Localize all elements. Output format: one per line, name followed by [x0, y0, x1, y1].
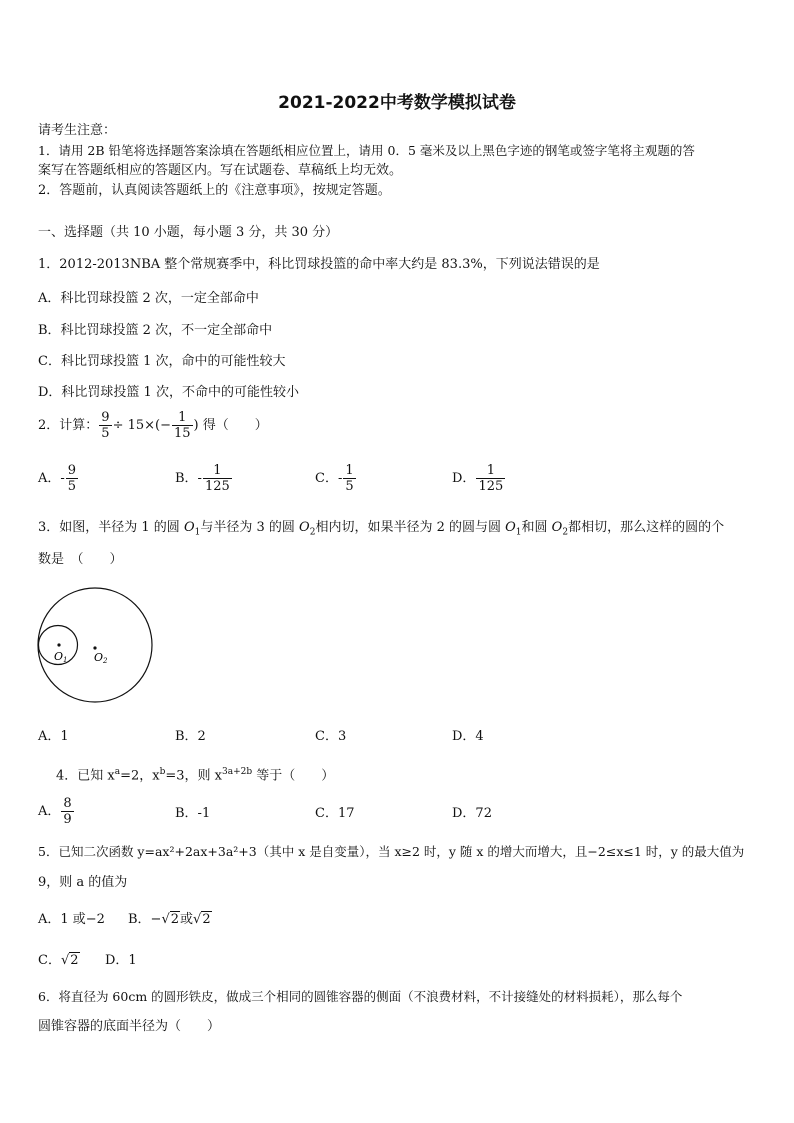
- notice-item-1-line-2: 案写在答题纸相应的答题区内。写在试题卷、草稿纸上均无效。: [38, 163, 403, 178]
- question-4-option-c: C．17: [315, 806, 355, 821]
- question-2-option-b: B．- $\frac{1}{125}$: [175, 463, 230, 494]
- question-2-middle: ÷ 15×(−: [112, 417, 171, 433]
- question-3-option-a: A．1: [38, 729, 69, 744]
- question-4-stem: 4．已知 $x^a=2$，$x^b=3$，则 $x^{3a+2b}$ 等于（ ）: [56, 767, 335, 784]
- question-5-option-b: B．−√2或√2: [128, 912, 211, 927]
- question-6-line-1: 6．将直径为 60cm 的圆形铁皮，做成三个相同的圆锥容器的侧面（不浪费材料，不计接缝处的材料损耗），那么每个: [38, 989, 683, 1004]
- question-2-prefix: 2．计算：: [38, 417, 99, 433]
- question-1-option-b: B．科比罚球投篮 2 次，不一定全部命中: [38, 323, 273, 338]
- question-3-line-2: 数是 （ ）: [38, 552, 123, 567]
- fraction-1-15: $\frac{1}{15}$: [174, 410, 191, 441]
- question-5-line-2: 9，则 a 的值为: [38, 875, 128, 890]
- question-2-option-a: A．- $\frac{9}{5}$: [38, 463, 77, 494]
- notice-item-1-line-1: 1．请用 2B 铅笔将选择题答案涂填在答题纸相应位置上，请用 0．5 毫米及以上黑色字迹的钢笔或签字笔将主观题的答: [38, 143, 695, 158]
- question-1-stem: 1．2012-2013NBA 整个常规赛季中，科比罚球投篮的命中率大约是 83.3%，下列说法错误的是: [38, 257, 600, 272]
- question-1-option-c: C．科比罚球投篮 1 次，命中的可能性较大: [38, 354, 286, 369]
- tangent-circles-figure: [34, 585, 158, 707]
- fraction-9-5: $\frac{9}{5}$: [101, 410, 110, 441]
- circle-o2: [38, 588, 152, 702]
- question-4-option-a: A． $\frac{8}{9}$: [38, 796, 72, 827]
- question-6-line-2: 圆锥容器的底面半径为（ ）: [38, 1019, 221, 1034]
- question-3-option-d: D．4: [452, 729, 484, 744]
- question-5-option-a: A．1 或−2: [38, 912, 105, 927]
- label-o2: O2: [94, 651, 108, 665]
- question-3-line-1: 3．如图，半径为 1 的圆 $O_1$与半径为 3 的圆 $O_2$相内切，如果半径为 2 的圆与圆 $O_1$和圆 $O_2$都相切，那么这样的圆的个: [38, 520, 725, 538]
- question-2-stem: [38, 410, 268, 441]
- page-title: 2021-2022中考数学模拟试卷: [278, 93, 516, 113]
- center-o2-dot: [93, 646, 96, 649]
- notice-heading: 请考生注意：: [38, 123, 117, 138]
- question-2-option-d: D． $\frac{1}{125}$: [452, 463, 504, 494]
- question-5-option-c: C．√2: [38, 953, 79, 968]
- center-o1-dot: [57, 643, 60, 646]
- question-1-option-d: D．科比罚球投篮 1 次，不命中的可能性较小: [38, 385, 299, 400]
- question-5-line-1: 5．已知二次函数 y=ax²+2ax+3a²+3（其中 x 是自变量），当 x≥2 时，y 随 x 的增大而增大，且−2≤x≤1 时，y 的最大值为: [38, 844, 745, 859]
- question-4-option-d: D．72: [452, 806, 492, 821]
- question-1-option-a: A．科比罚球投篮 2 次，一定全部命中: [38, 291, 259, 306]
- label-o1: O1: [54, 650, 68, 664]
- question-4-option-b: B．-1: [175, 806, 211, 821]
- question-3-option-c: C．3: [315, 729, 347, 744]
- notice-item-2: 2．答题前，认真阅读答题纸上的《注意事项》，按规定答题。: [38, 183, 391, 198]
- question-2-suffix: ) 得（ ）: [193, 417, 268, 433]
- question-2-option-c: C．- $\frac{1}{5}$: [315, 463, 354, 494]
- question-3-option-b: B．2: [175, 729, 206, 744]
- question-5-option-d: D．1: [105, 953, 137, 968]
- section-heading: 一、选择题（共 10 小题，每小题 3 分，共 30 分）: [38, 225, 339, 240]
